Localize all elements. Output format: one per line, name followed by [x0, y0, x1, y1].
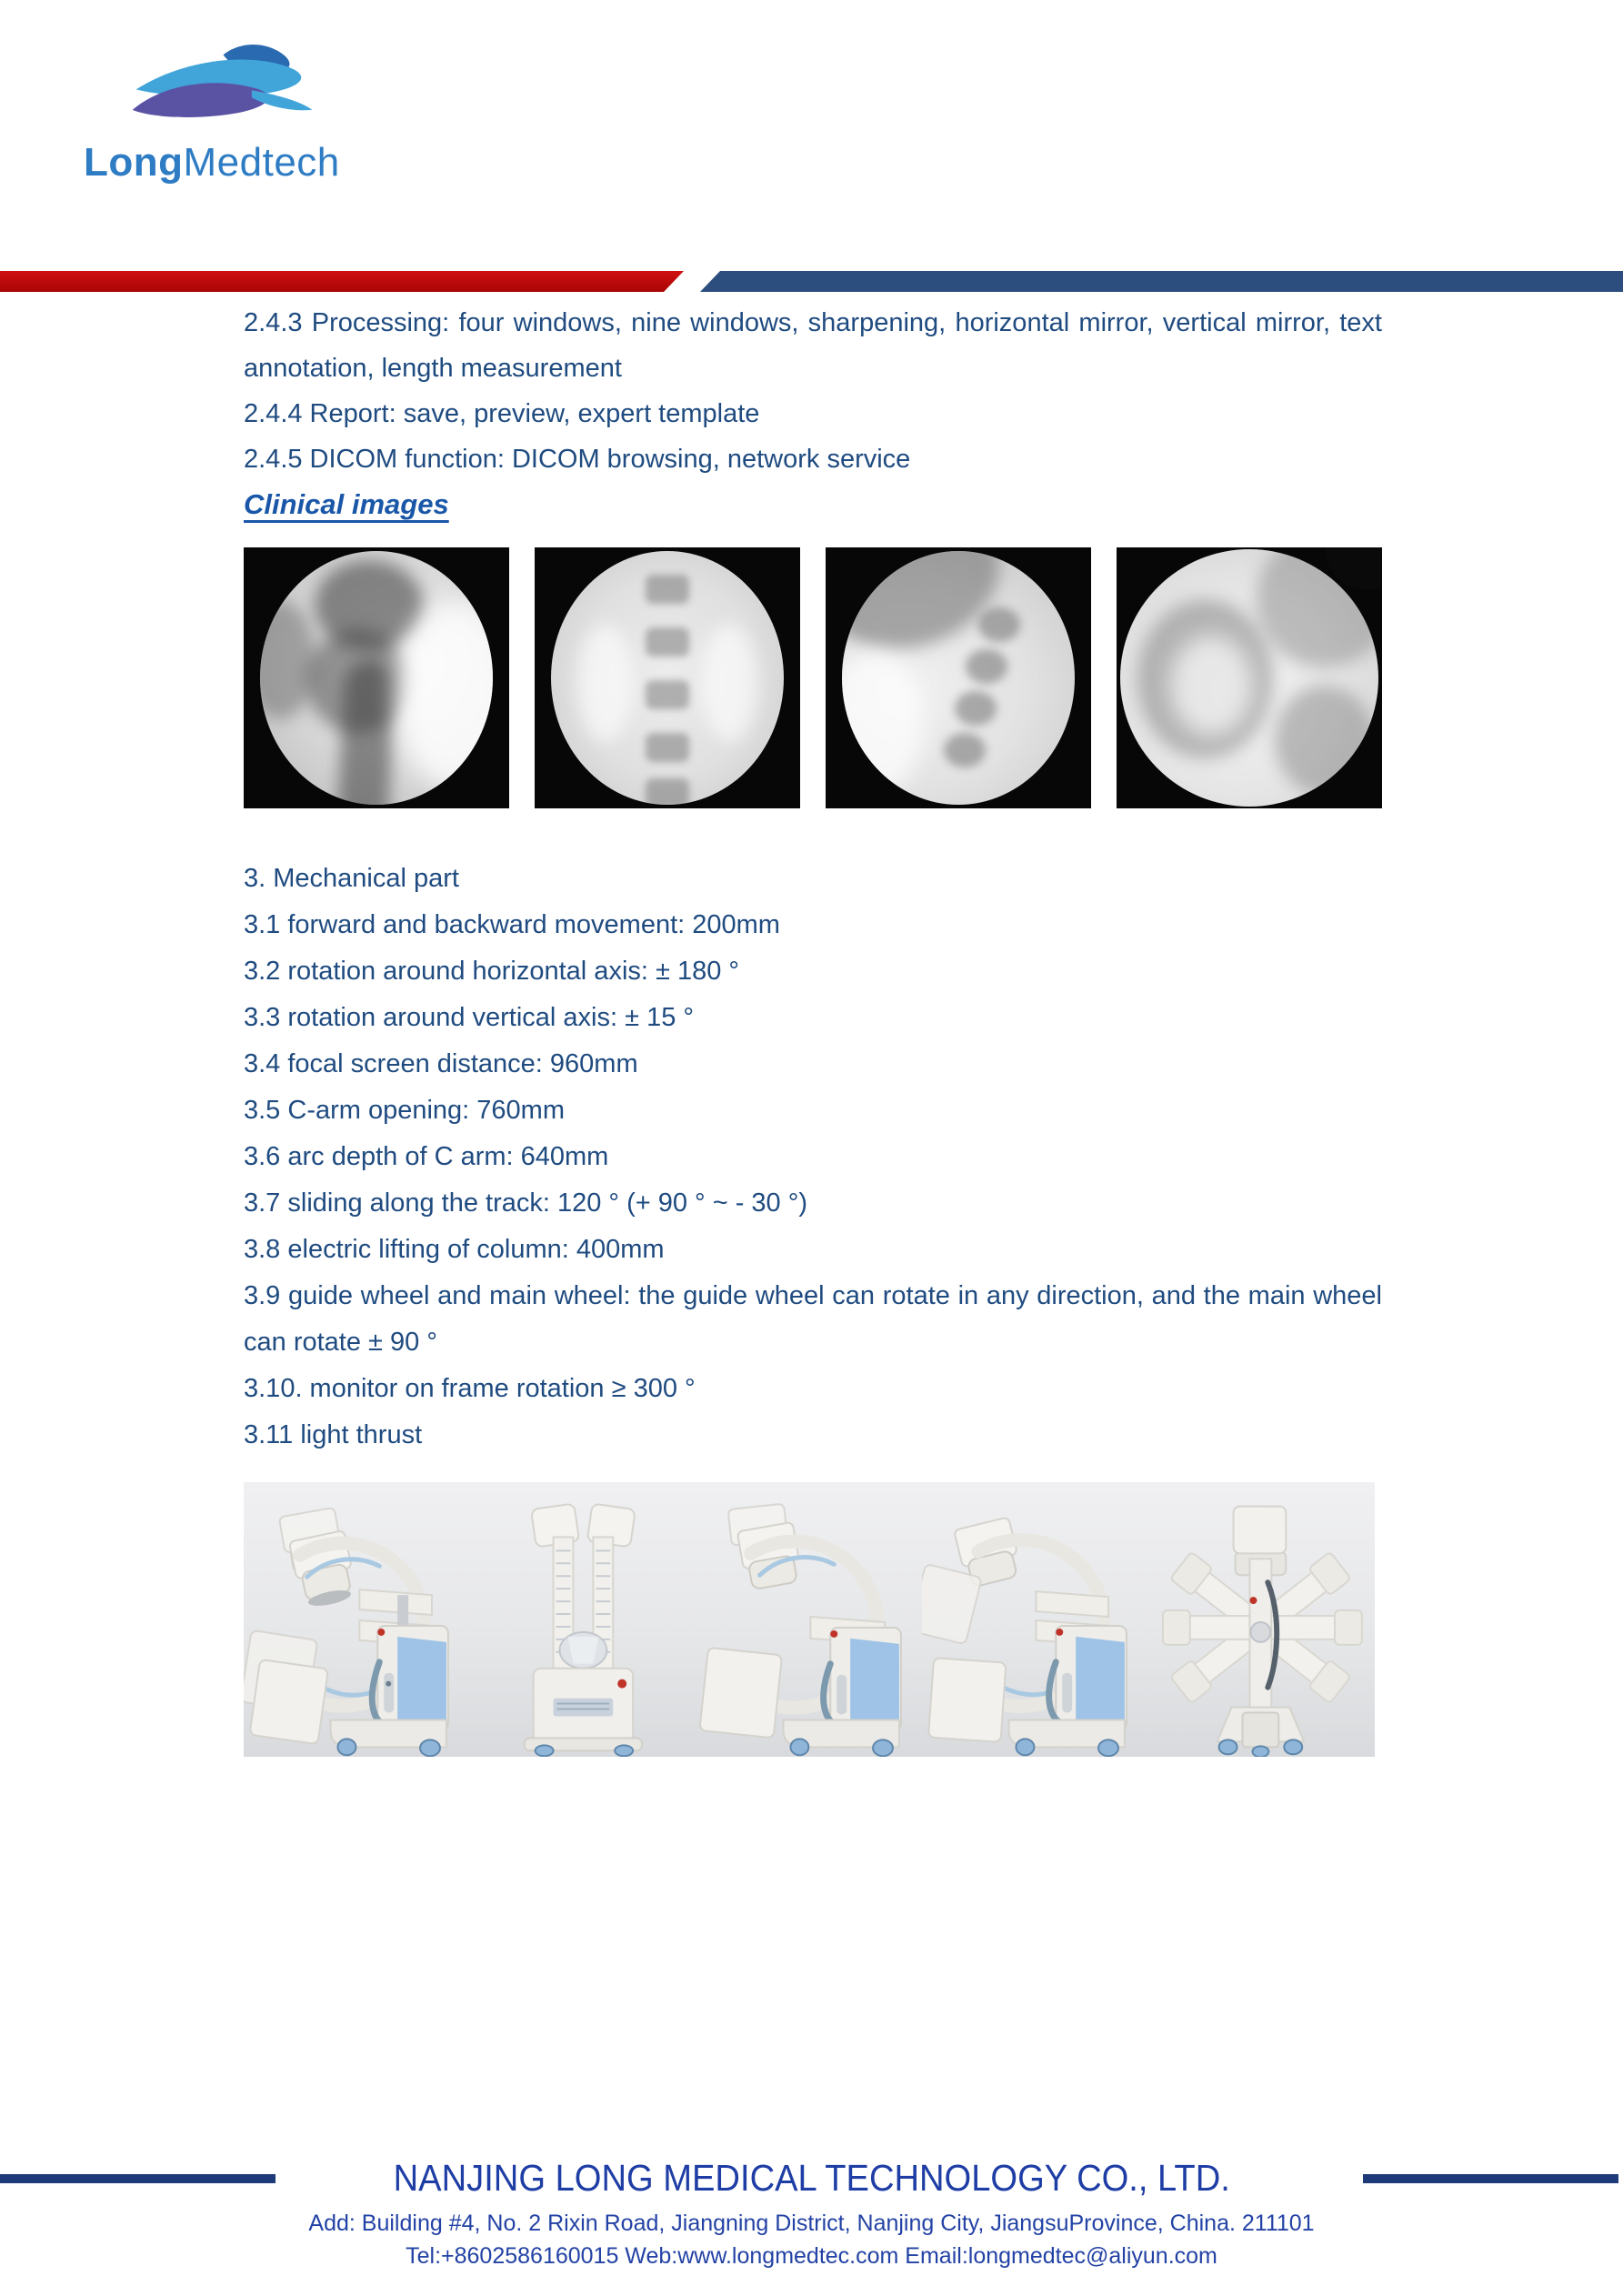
xray-scope	[260, 551, 493, 805]
xray-image-1	[244, 547, 509, 808]
c-arm-machine-view-1	[244, 1482, 470, 1757]
mechanical-item-8: 3.8 electric lifting of column: 400mm	[244, 1235, 665, 1264]
mechanical-item-9: 3.9 guide wheel and main wheel: the guide wheel can rotate in any direction, and the main wheel can rotate ± 90 °	[244, 1281, 1382, 1357]
xray-scope	[551, 551, 784, 805]
header-divider	[0, 271, 1623, 292]
mechanical-item-7: 3.7 sliding along the track: 120 ° (+ 90 ° ~ - 30 °)	[244, 1188, 807, 1218]
xray-artifact	[702, 624, 756, 742]
xray-artifact	[646, 575, 689, 604]
c-arm-machine-view-2	[470, 1482, 696, 1757]
mechanical-item-5: 3.5 C-arm opening: 760mm	[244, 1096, 565, 1125]
mechanical-title: 3. Mechanical part	[244, 864, 459, 893]
brand-name-bold: Long	[84, 140, 184, 185]
brand-name	[84, 140, 384, 185]
footer-address: Add: Building #4, No. 2 Rixin Road, Jiangning District, Nanjing City, JiangsuProvince, China. 211101	[308, 2211, 1315, 2236]
xray-artifact	[1275, 686, 1375, 795]
mechanical-item-3: 3.3 rotation around vertical axis: ± 15 °	[244, 1003, 694, 1032]
xray-artifact	[578, 624, 633, 742]
mechanical-item-11: 3.11 light thrust	[244, 1420, 423, 1449]
c-arm-machine-view-4	[922, 1482, 1148, 1757]
c-arm-machine-view-3	[696, 1482, 923, 1757]
divider-red-bar	[0, 271, 684, 292]
logo-swoosh-icon	[118, 36, 332, 135]
xray-artifact	[842, 651, 924, 797]
xray-image-2	[535, 547, 800, 808]
mechanical-item-4: 3.4 focal screen distance: 960mm	[244, 1049, 638, 1078]
c-arm-machine-view-5	[1148, 1482, 1375, 1757]
brand-name-regular: Medtech	[183, 140, 340, 185]
product-image-strip	[244, 1482, 1375, 1757]
xray-artifact	[955, 691, 997, 726]
xray-image-3	[826, 547, 1091, 808]
clinical-images-row	[244, 547, 1382, 808]
clinical-images-heading: Clinical images	[244, 488, 449, 520]
xray-image-4	[1117, 547, 1382, 808]
company-logo	[84, 36, 384, 185]
mechanical-item-10: 3.10. monitor on frame rotation ≥ 300 °	[244, 1374, 696, 1403]
main-content	[244, 300, 1382, 1757]
xray-artifact	[646, 680, 689, 709]
xray-scope	[842, 551, 1075, 805]
mechanical-item-2: 3.2 rotation around horizontal axis: ± 180 °	[244, 957, 740, 986]
xray-artifact	[944, 733, 986, 767]
xray-artifact	[966, 649, 1007, 684]
mechanical-part-section	[244, 856, 1382, 1459]
footer-rule-left	[0, 2174, 276, 2183]
xray-artifact	[335, 659, 396, 805]
paragraph-2-4-4: 2.4.4 Report: save, preview, expert template	[244, 399, 760, 428]
mechanical-item-6: 3.6 arc depth of C arm: 640mm	[244, 1142, 609, 1171]
page-footer	[0, 2157, 1623, 2270]
footer-company-name: NANJING LONG MEDICAL TECHNOLOGY CO., LTD.	[393, 2157, 1230, 2199]
xray-scope	[1120, 549, 1378, 807]
xray-artifact	[646, 627, 689, 657]
footer-contact: Tel:+8602586160015 Web:www.longmedtec.com Email:longmedtec@aliyun.com	[406, 2243, 1217, 2269]
xray-artifact	[1170, 636, 1252, 736]
xray-artifact	[260, 601, 316, 719]
paragraph-2-4-5: 2.4.5 DICOM function: DICOM browsing, network service	[244, 445, 911, 474]
mechanical-item-1: 3.1 forward and backward movement: 200mm	[244, 910, 780, 939]
paragraph-2-4-3: 2.4.3 Processing: four windows, nine windows, sharpening, horizontal mirror, vertical mirror, text annotation, length measurement	[244, 308, 1382, 383]
xray-artifact	[646, 733, 689, 762]
xray-artifact	[978, 607, 1020, 642]
footer-rule-right	[1363, 2174, 1618, 2183]
xray-artifact	[646, 778, 689, 805]
divider-blue-bar	[700, 271, 1623, 292]
